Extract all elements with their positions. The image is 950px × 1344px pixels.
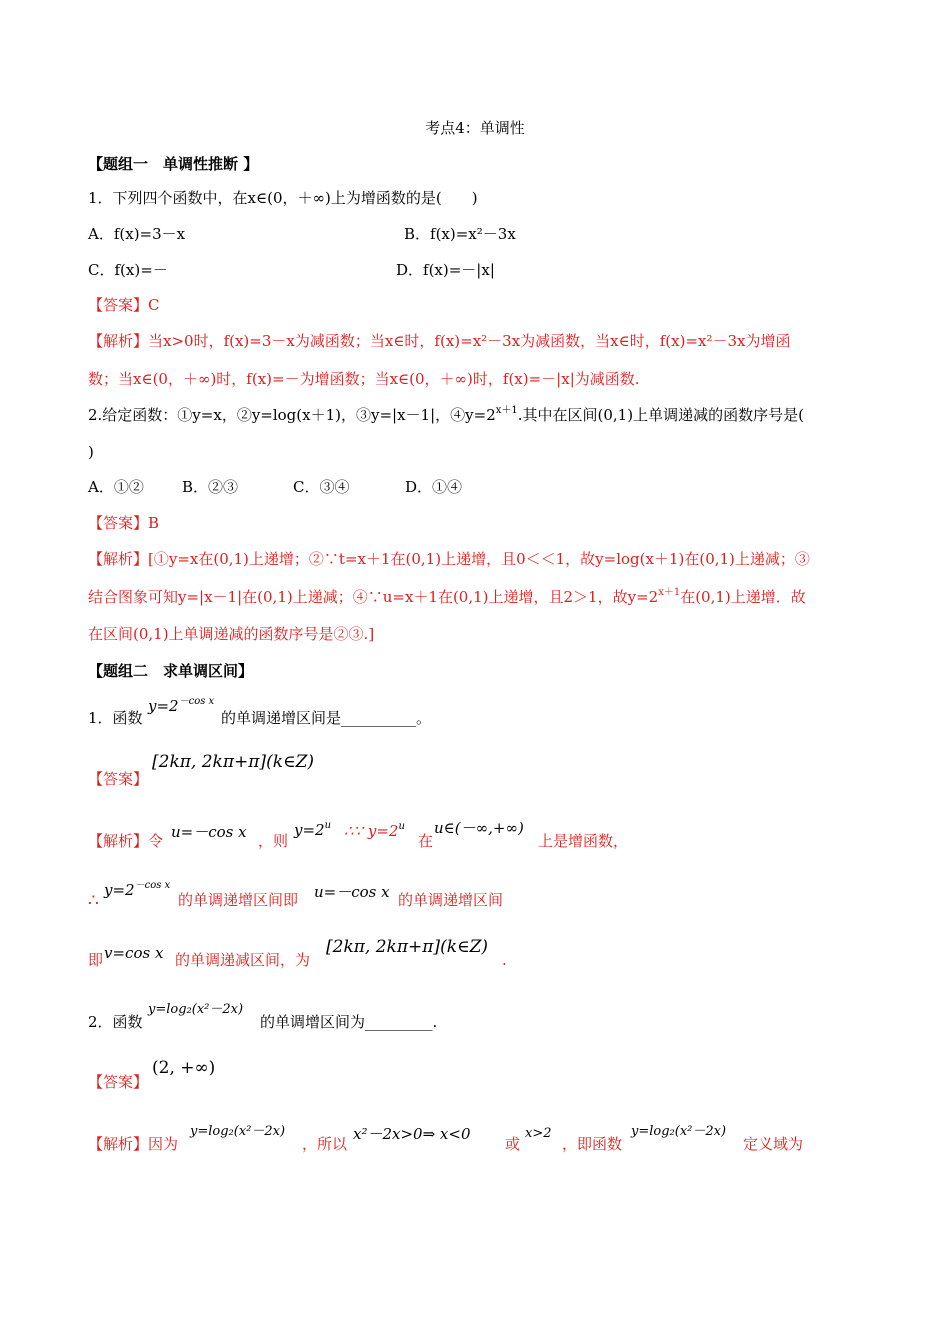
q2-stem-exponent: x＋1 bbox=[495, 405, 518, 416]
q1-option-a: A．f(x)=3－x bbox=[88, 225, 186, 243]
g2-q1-analysis1-formula3 bbox=[344, 821, 405, 844]
g2-q2-analysis-label: 【解析】因为 bbox=[88, 1135, 179, 1153]
g2-q1-analysis1-label: 【解析】令 bbox=[88, 832, 164, 850]
g2-q2-analysis-text1: ，所以 bbox=[302, 1135, 348, 1153]
q2-answer: 【答案】B bbox=[88, 514, 160, 532]
q2-option-d: D．①④ bbox=[405, 478, 463, 496]
g2-q1-analysis3-end: . bbox=[502, 951, 507, 969]
g2-q1-analysis3-formula2: [2kπ, 2kπ+π](k∈Z) bbox=[326, 937, 489, 957]
g2-q1-analysis2-text2: 的单调递增区间 bbox=[398, 891, 504, 909]
g2-q1-analysis-line2 bbox=[88, 876, 888, 912]
g2-q1-analysis2-formula1-base: y=2 bbox=[104, 881, 135, 899]
g2-q1-analysis2-formula1-exp: －cos x bbox=[134, 880, 171, 891]
g2-q1-analysis1-formula2-exp: u bbox=[324, 820, 332, 831]
q2-stem-part1: 2.给定函数：①y=x，②y=log(x＋1)，③y=|x－1|，④y=2 bbox=[88, 406, 496, 424]
g2-q1-formula-base: y=2 bbox=[148, 697, 179, 715]
q2-analysis-exponent: x＋1 bbox=[658, 587, 681, 598]
g2-q1-analysis1-text2: 在 bbox=[418, 832, 434, 850]
g2-q1-answer-label: 【答案】 bbox=[88, 770, 149, 788]
g2-q2-answer-value: (2, +∞) bbox=[152, 1058, 216, 1078]
g2-q1-analysis1-formula2 bbox=[294, 820, 331, 843]
q2-stem-line2: ) bbox=[88, 443, 94, 461]
g2-q1-stem-suffix: 的单调递增区间是__________。 bbox=[221, 709, 432, 727]
q2-option-b: B．②③ bbox=[182, 478, 239, 496]
q2-analysis-line1: 【解析】[①y=x在(0,1)上递增；②∵t=x＋1在(0,1)上递增，且0＜＜1，故y=log(x＋1)在(0,1)上递减；③ bbox=[88, 550, 810, 568]
g2-q2-stem bbox=[88, 998, 688, 1034]
g2-q2-analysis-text3: ，即函数 bbox=[562, 1135, 623, 1153]
g2-q2-analysis bbox=[88, 1120, 888, 1156]
therefore-symbol: ∴ bbox=[88, 891, 99, 911]
g2-q1-analysis-line3 bbox=[88, 933, 888, 969]
group2-heading: 【题组二 求单调区间】 bbox=[88, 662, 254, 680]
q2-option-a: A．①② bbox=[88, 478, 144, 496]
q1-option-b: B．f(x)=x²－3x bbox=[404, 225, 516, 243]
g2-q1-formula bbox=[148, 696, 214, 719]
q2-stem-line1 bbox=[88, 405, 804, 428]
g2-q1-stem-prefix: 1．函数 bbox=[88, 709, 143, 727]
g2-q1-answer bbox=[88, 752, 488, 788]
g2-q2-analysis-formula1: y=log₂(x²－2x) bbox=[190, 1124, 286, 1139]
g2-q1-analysis1-formula4: u∈(－∞,+∞) bbox=[434, 819, 524, 837]
g2-q1-analysis1-text3: 上是增函数， bbox=[538, 832, 629, 850]
q2-analysis-line2 bbox=[88, 587, 806, 610]
g2-q1-analysis1-formula3-exp: u bbox=[398, 821, 405, 832]
g2-q2-answer-label: 【答案】 bbox=[88, 1073, 149, 1091]
q2-analysis-part1: 结合图象可知y=|x－1|在(0,1)上递减；④∵u=x＋1在(0,1)上递增，且2＞1，故y=2 bbox=[88, 588, 659, 606]
g2-q1-analysis2-formula2: u=－cos x bbox=[314, 883, 390, 901]
group1-heading: 【题组一 单调性推断 】 bbox=[88, 155, 259, 173]
q2-analysis-line3: 在区间(0,1)上单调递减的函数序号是②③.] bbox=[88, 625, 375, 643]
g2-q1-analysis1-formula1: u=－cos x bbox=[171, 823, 247, 841]
g2-q1-analysis3-formula1: v=cos x bbox=[104, 944, 164, 962]
g2-q2-analysis-formula2: x²－2x>0⇒ x<0 bbox=[353, 1125, 471, 1143]
g2-q2-analysis-text2: 或 bbox=[505, 1135, 521, 1153]
q1-option-c: C．f(x)=－ bbox=[88, 261, 168, 279]
q1-analysis-line2: 数；当x∈(0，＋∞)时，f(x)=－为增函数；当x∈(0，＋∞)时，f(x)=－|x|为减函数. bbox=[88, 370, 640, 388]
q2-analysis-part2: 在(0,1)上递增．故 bbox=[680, 588, 806, 606]
q1-answer: 【答案】C bbox=[88, 296, 160, 314]
g2-q2-analysis-formula4: y=log₂(x²－2x) bbox=[631, 1124, 727, 1139]
g2-q1-analysis1-text1: ，则 bbox=[258, 832, 289, 850]
q2-option-c: C．③④ bbox=[293, 478, 350, 496]
g2-q2-stem-prefix: 2．函数 bbox=[88, 1013, 143, 1031]
g2-q1-analysis1-formula2-base: y=2 bbox=[294, 821, 325, 839]
g2-q2-formula: y=log₂(x²－2x) bbox=[148, 1002, 244, 1017]
g2-q1-analysis3-text0: 即 bbox=[88, 951, 104, 969]
g2-q1-analysis3-text1: 的单调递减区间，为 bbox=[175, 951, 311, 969]
g2-q1-analysis2-formula1 bbox=[104, 880, 170, 903]
q1-stem: 1．下列四个函数中，在x∈(0，＋∞)上为增函数的是( ) bbox=[88, 189, 478, 207]
page-title: 考点4：单调性 bbox=[425, 119, 525, 137]
g2-q1-analysis1-formula3-base: ∴∵ y=2 bbox=[344, 822, 399, 840]
q1-analysis-line1: 【解析】当x>0时，f(x)=3－x为减函数；当x∈时，f(x)=x²－3x为减函数，当x∈时，f(x)=x²－3x为增函 bbox=[88, 332, 791, 350]
g2-q2-analysis-formula3: x>2 bbox=[525, 1126, 552, 1141]
q1-option-d: D．f(x)=－|x| bbox=[396, 261, 495, 279]
g2-q1-analysis2-text1: 的单调递增区间即 bbox=[178, 891, 299, 909]
g2-q2-analysis-text4: 定义域为 bbox=[743, 1135, 804, 1153]
g2-q2-stem-suffix: 的单调增区间为_________. bbox=[260, 1013, 438, 1031]
g2-q1-stem bbox=[88, 696, 432, 730]
q2-stem-part2: .其中在区间(0,1)上单调递减的函数序号是( bbox=[517, 406, 804, 424]
g2-q1-answer-value: [2kπ, 2kπ+π](k∈Z) bbox=[152, 752, 315, 772]
g2-q1-analysis-line1 bbox=[88, 818, 888, 854]
g2-q2-answer bbox=[88, 1058, 488, 1094]
g2-q1-formula-exp: －cos x bbox=[178, 696, 215, 707]
